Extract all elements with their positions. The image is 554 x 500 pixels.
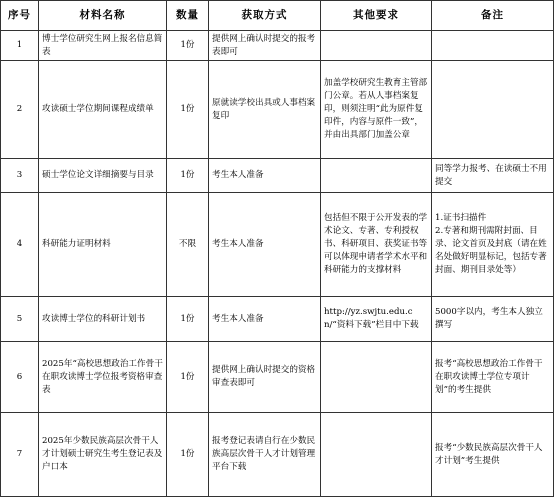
row-acquisition-method: 考生本人准备 (209, 297, 321, 342)
row-material-name: 博士学位研究生网上报名信息简表 (39, 31, 167, 61)
row-material-name: 2025年少数民族高层次骨干人才计划硕士研究生考生登记表及户口本 (39, 413, 167, 497)
row-quantity: 1份 (167, 342, 209, 413)
row-acquisition-method: 提供网上确认时提交的报考表即可 (209, 31, 321, 61)
header-other-requirements: 其他要求 (321, 1, 432, 31)
row-other-requirements (321, 342, 432, 413)
row-material-name: 攻读博士学位的科研计划书 (39, 297, 167, 342)
remark-line: 1.证书扫描件 (435, 213, 487, 223)
table-row (1, 413, 554, 497)
row-quantity: 1份 (167, 413, 209, 497)
row-other-requirements (321, 413, 432, 497)
row-other-requirements (321, 159, 432, 193)
row-remarks (432, 61, 554, 159)
header-acquisition-method: 获取方式 (209, 1, 321, 31)
row-quantity: 1份 (167, 159, 209, 193)
row-quantity: 1份 (167, 61, 209, 159)
header-quantity: 数量 (167, 1, 209, 31)
row-remarks (432, 31, 554, 61)
row-other-requirements: 包括但不限于公开发表的学术论文、专著、专利授权书、科研项目、获奖证书等可以体现申请者学术水平和科研能力的支撑材料 (321, 193, 432, 297)
row-material-name: 科研能力证明材料 (39, 193, 167, 297)
row-remarks: 5000字以内，考生本人独立撰写 (432, 297, 554, 342)
header-remarks: 备注 (432, 1, 554, 31)
header-row (1, 1, 554, 31)
row-material-name: 硕士学位论文详细摘要与目录 (39, 159, 167, 193)
table-row (1, 342, 554, 413)
row-remarks: 同等学力报考、在读硕士不用提交 (432, 159, 554, 193)
row-remarks: 报考“高校思想政治工作骨干在职攻读博士学位专项计划”的考生提供 (432, 342, 554, 413)
row-acquisition-method: 考生本人准备 (209, 193, 321, 297)
row-material-name: 2025年“高校思想政治工作骨干在职攻读博士学位报考资格审查表 (39, 342, 167, 413)
row-no: 1 (1, 31, 39, 61)
row-acquisition-method: 提供网上确认时提交的资格审查表即可 (209, 342, 321, 413)
row-quantity: 1份 (167, 31, 209, 61)
row-quantity: 1份 (167, 297, 209, 342)
row-no: 6 (1, 342, 39, 413)
row-acquisition-method: 考生本人准备 (209, 159, 321, 193)
row-no: 2 (1, 61, 39, 159)
table-row (1, 31, 554, 61)
row-no: 7 (1, 413, 39, 497)
remark-line: 2.专著和期刊需附封面、目录、论文首页及封底（请在姓名处做好明显标记，包括专著封面、期刊目录处等） (435, 226, 547, 275)
row-no: 3 (1, 159, 39, 193)
row-other-requirements: 加盖学校研究生教育主管部门公章。若从人事档案复印，则须注明“此为原件复印件，内容与原件一致”，并由出具部门加盖公章 (321, 61, 432, 159)
header-material-name: 材料名称 (39, 1, 167, 31)
table-row (1, 193, 554, 297)
row-no: 5 (1, 297, 39, 342)
row-other-requirements: http://yz.swjtu.edu.cn/“资料下载”栏目中下载 (321, 297, 432, 342)
table-row (1, 297, 554, 342)
table-row (1, 159, 554, 193)
row-quantity: 不限 (167, 193, 209, 297)
row-acquisition-method: 报考登记表请自行在少数民族高层次骨干人才计划管理平台下载 (209, 413, 321, 497)
table-row (1, 61, 554, 159)
header-no: 序号 (1, 1, 39, 31)
row-no: 4 (1, 193, 39, 297)
row-remarks (432, 193, 554, 297)
row-acquisition-method: 原就读学校出具或人事档案复印 (209, 61, 321, 159)
row-material-name: 攻读硕士学位期间课程成绩单 (39, 61, 167, 159)
row-other-requirements (321, 31, 432, 61)
row-remarks: 报考“少数民族高层次骨干人才计划”考生提供 (432, 413, 554, 497)
